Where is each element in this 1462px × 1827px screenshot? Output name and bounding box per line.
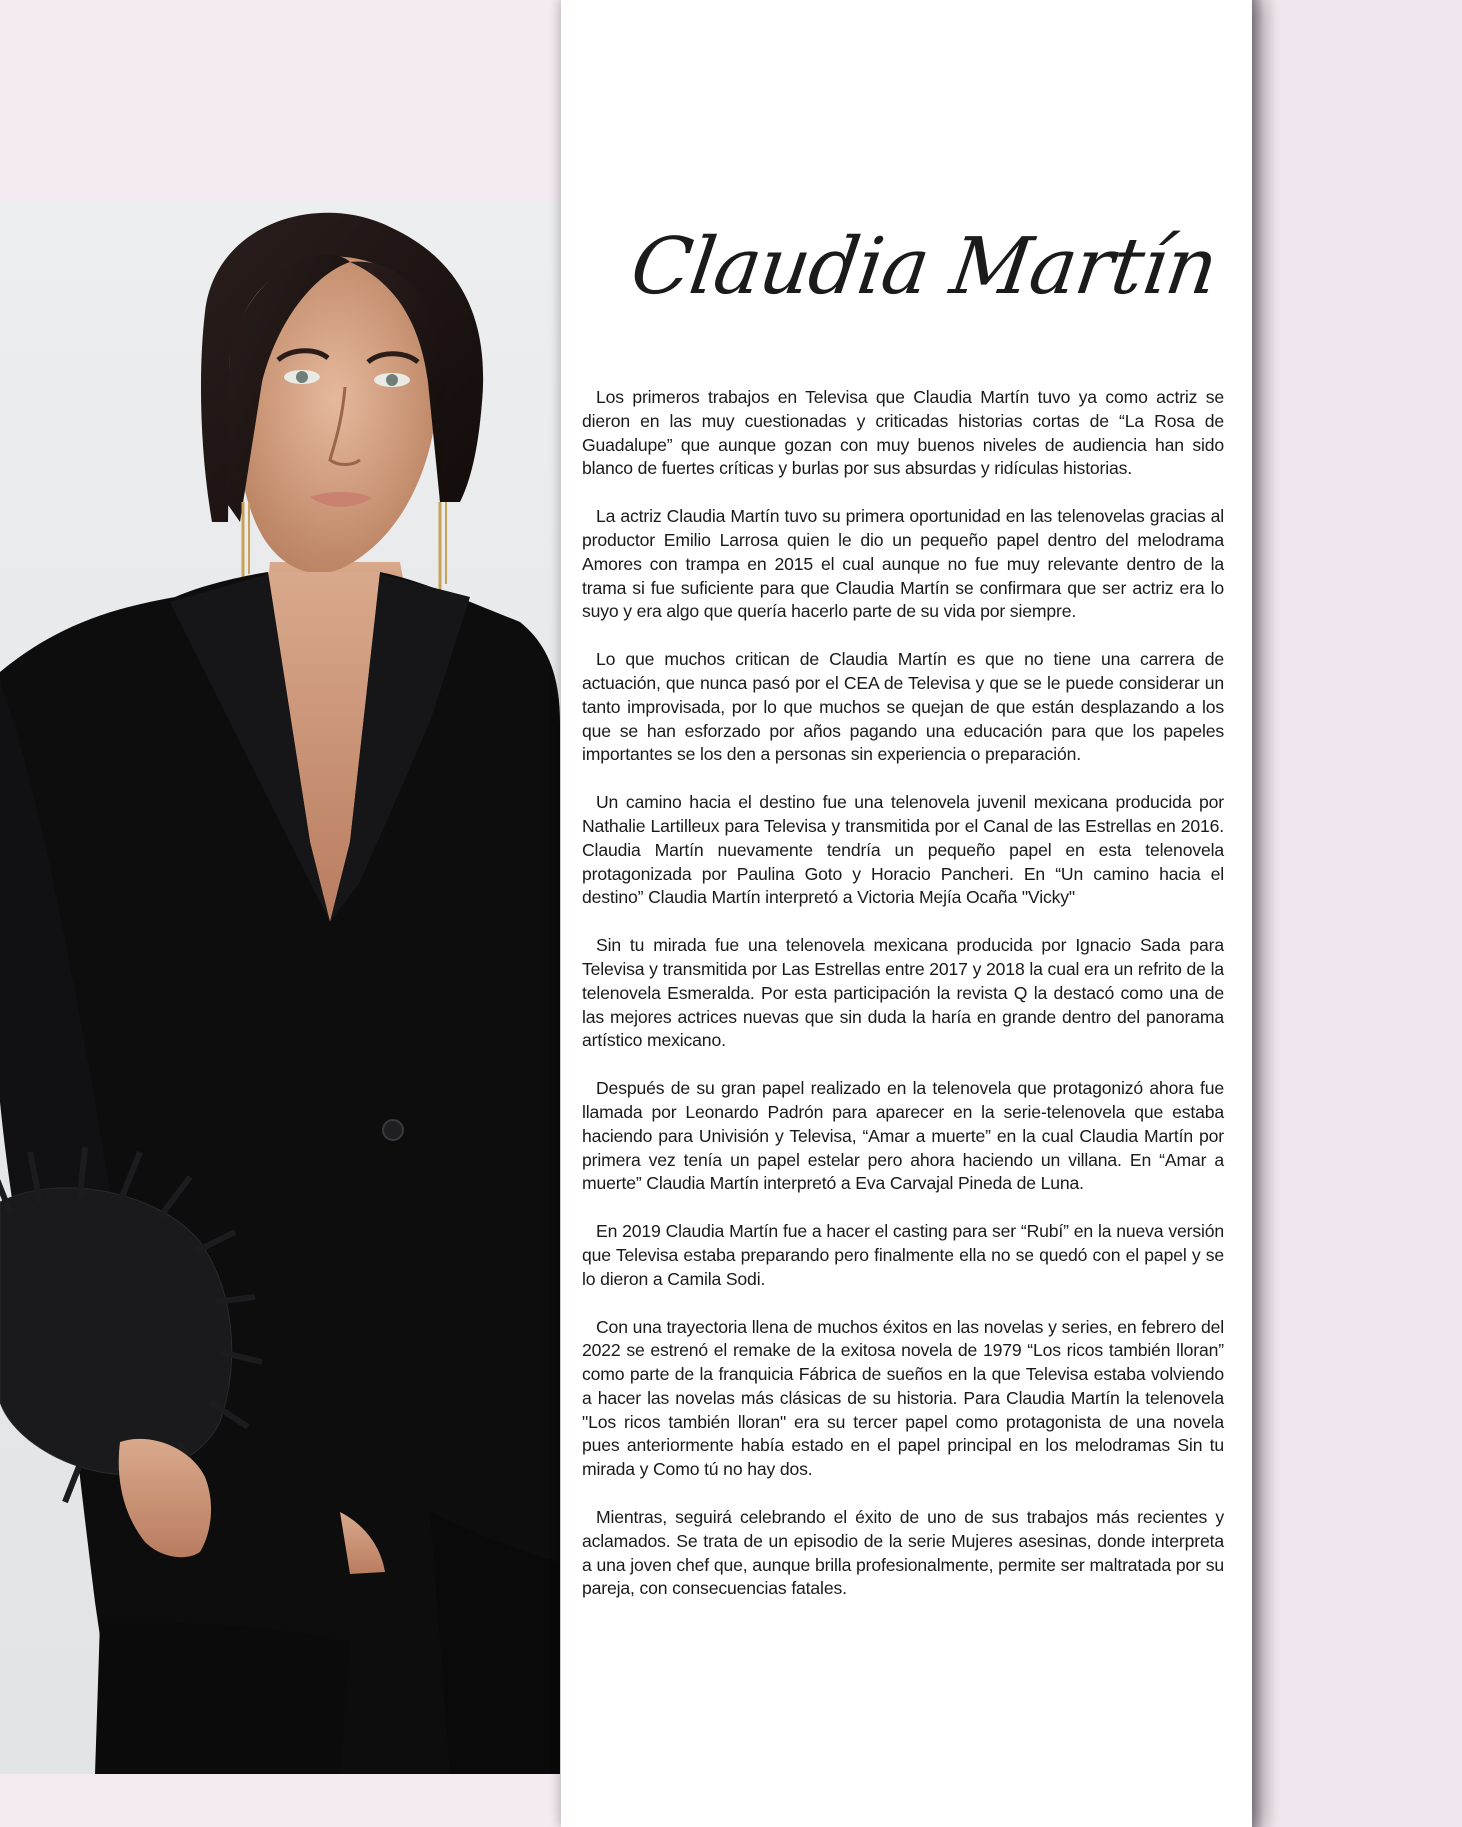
paragraph: Lo que muchos critican de Claudia Martín es que no tiene una carrera de actuación, que nunca pasó por el CEA de Televisa y que se le puede considerar un tanto improvisada, por lo que muchos se quejan de que están desplazando a los que se han esforzado por años pagando una educación para que los papeles importantes se los den a personas sin experiencia o preparación. [582, 649, 1224, 765]
paragraph: En 2019 Claudia Martín fue a hacer el casting para ser “Rubí” en la nueva versión que Televisa estaba preparando pero finalmente ella no se quedó con el papel y se lo dieron a Camila Sodi. [582, 1221, 1224, 1289]
article-title: Claudia Martín [625, 222, 1223, 312]
article-body [582, 386, 1224, 1625]
paragraph: Después de su gran papel realizado en la telenovela que protagonizó ahora fue llamada por Leonardo Padrón para aparecer en la serie-telenovela que estaba haciendo para Univisión y Televisa, “Amar a muerte” en la cual Claudia Martín por primera vez tenía un papel estelar pero ahora haciendo un villana. En “Amar a muerte” Claudia Martín interpretó a Eva Carvajal Pineda de Luna. [582, 1078, 1224, 1194]
page-background-right [1252, 0, 1462, 1827]
paragraph: Los primeros trabajos en Televisa que Claudia Martín tuvo ya como actriz se dieron en las muy cuestionadas y criticadas historias cortas de “La Rosa de Guadalupe” que aunque gozan con muy buenos niveles de audiencia han sido blanco de fuertes críticas y burlas por sus absurdas y ridículas historias. [582, 387, 1224, 479]
column-shadow [1252, 0, 1276, 1827]
paragraph: Sin tu mirada fue una telenovela mexicana producida por Ignacio Sada para Televisa y transmitida por Las Estrellas entre 2017 y 2018 la cual era un refrito de la telenovela Esmeralda. Por esta participación la revista Q la destacó como una de las mejores actrices nuevas que sin duda la haría en grande dentro del panorama artístico mexicano. [582, 935, 1224, 1051]
paragraph: La actriz Claudia Martín tuvo su primera oportunidad en las telenovelas gracias al productor Emilio Larrosa quien le dio un pequeño papel dentro del melodrama Amores con trampa en 2015 el cual aunque no fue muy relevante dentro de la trama si fue suficiente para que Claudia Martín se confirmara que ser actriz era lo suyo y era algo que quería hacerlo parte de su vida por siempre. [582, 506, 1224, 622]
paragraph: Un camino hacia el destino fue una telenovela juvenil mexicana producida por Nathalie Lartilleux para Televisa y transmitida por el Canal de las Estrellas en 2016. Claudia Martín nuevamente tendría un pequeño papel en esta telenovela protagonizada por Paulina Goto y Horacio Pancheri. En “Un camino hacia el destino” Claudia Martín interpretó a Victoria Mejía Ocaña "Vicky" [582, 792, 1224, 908]
paragraph: Mientras, seguirá celebrando el éxito de uno de sus trabajos más recientes y aclamados. Se trata de un episodio de la serie Mujeres asesinas, donde interpreta a una joven chef que, aunque brilla profesionalmente, permite ser maltratada por su pareja, con consecuencias fatales. [582, 1507, 1224, 1599]
portrait-photo [0, 202, 560, 1774]
paragraph: Con una trayectoria llena de muchos éxitos en las novelas y series, en febrero del 2022 se estrenó el remake de la exitosa novela de 1979 “Los ricos también lloran” como parte de la franquicia Fábrica de sueños en la que Televisa estaba volviendo a hacer las novelas más clásicas de su historia. Para Claudia Martín la telenovela "Los ricos también lloran" era su tercer papel como protagonista de una novela pues anteriormente había estado en el papel principal en los melodramas Sin tu mirada y Como tú no hay dos. [582, 1316, 1224, 1480]
